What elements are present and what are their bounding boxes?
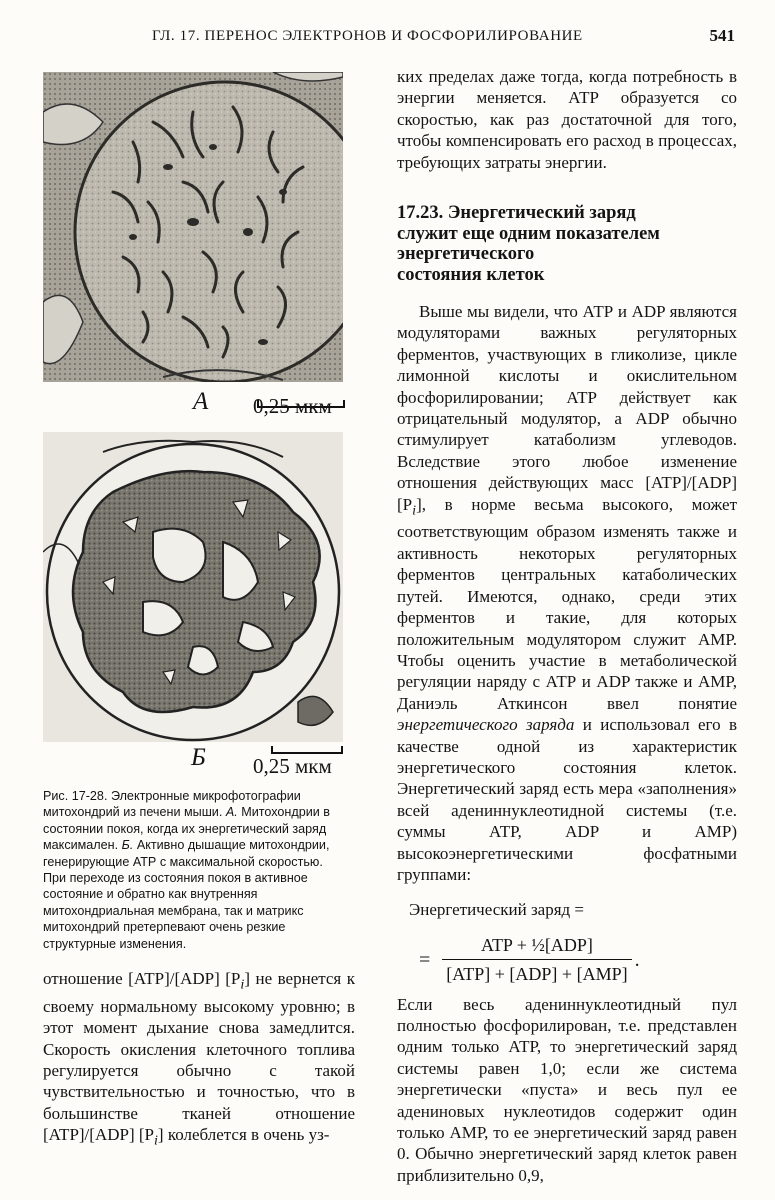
left-paragraph <box>43 968 355 1152</box>
formula-numerator: ATP + ½[ADP] <box>480 934 593 955</box>
intro-paragraph: ких пределах даже тогда, когда потребность в энергии меняется. АТР образуется со скоростью, как раз достаточной для того, чтобы компенсировать его расход в процессах, требующих затраты энергии. <box>397 67 737 172</box>
plate-b-labels <box>43 742 343 782</box>
micrograph-a <box>43 72 343 422</box>
para1-part1: Выше мы видели, что АТР и ADP являются модуляторами важных регуляторных ферментов, участвующих в гликолизе, цикле лимонной кислоты и окислительном фосфорилировании; АТР действует как отрицательный модулятор, а ADP обычно стимулирует катаболизм углеводов. Вследствие этого любое изменение отношения действующих масс [ATP]/[ADP] [P <box>397 302 737 514</box>
energy-charge-formula <box>397 899 737 985</box>
section-heading <box>397 203 737 285</box>
caption-text: Электронные микрофотографии митохондрий из печени мыши. <box>43 789 301 820</box>
section-heading-line-3: энергетического <box>397 244 535 265</box>
formula-fraction <box>442 935 631 986</box>
micrograph-b-image <box>43 432 343 742</box>
paragraph-2: Если весь адениннуклеотидный пул полностью фосфорилирован, т.е. представлен одним только АТР, то энергетический заряд системы равен 1,0; если же система энергетически «пуста» и весь пул ее адениновых нуклеотидов содержит один только АМР, то ее энергетический заряд равен 0. Обычно энергетический заряд клеток равен приблизительно 0,9, <box>397 994 737 1185</box>
left-sub-2: i <box>153 1132 158 1149</box>
para1-italic-term: энергетического заряда <box>397 715 575 735</box>
left-text-3: ] колеблется в очень уз- <box>157 1125 330 1145</box>
para1-sub: i <box>412 502 417 519</box>
paragraph-1 <box>397 301 737 885</box>
left-body-text <box>43 968 355 1152</box>
section-heading-line-2: служит еще одним показателем <box>397 223 660 244</box>
para1-part2: ], в норме весьма высокого, может соответствующим образом изменять также и активность некоторых регуляторных ферментов центральных катаболических путей. Имеются, однако, среди этих ферментов и такие, для которых положительным модулятором служит АМР. Чтобы оценить участие в метаболической регуляции наряду с АТР и ADP также и АМР, Даниэль Аткинсон ввел понятие <box>397 494 737 713</box>
plate-a-letter: А <box>193 388 209 415</box>
running-header <box>0 24 775 46</box>
left-text-2: ] не вернется к своему нормальному высокому уровню; в этот момент дыхание снова замедлится. Скорость окисления клеточного топлива регулируется обычно с такой чувствительностью и точностью, что в большинстве тканей отношение [ATP]/[ADP] [P <box>43 969 355 1145</box>
section-heading-line-1: 17.23. Энергетический заряд <box>397 203 636 224</box>
caption-b-text: Активно дышащие митохондрии, генерирующие АТР с максимальной скоростью. При переходе из состояния покоя в активное состояние и обратно как внутренняя митохондриальная мембрана, так и матрикс митохондрий претерпевают очень резкие структурные изменения. <box>43 838 330 951</box>
plate-b-letter: Б <box>191 744 206 771</box>
formula-period: . <box>634 948 640 971</box>
section-heading-line-4: состояния клеток <box>397 264 545 285</box>
right-body-text <box>397 66 737 1186</box>
caption-b-label: Б. <box>121 838 134 853</box>
right-column <box>397 66 737 1186</box>
caption-a-label: А. <box>225 805 238 820</box>
micrograph-b <box>43 432 343 782</box>
caption-number: Рис. 17-28. <box>43 789 108 803</box>
figure-caption <box>43 788 348 952</box>
plate-b-scale-text: 0,25 мкм <box>253 754 332 778</box>
formula-equals: = <box>419 948 431 971</box>
formula-fraction-row <box>419 935 737 986</box>
plate-a-labels <box>43 382 343 422</box>
para1-part3: и использовал его в качестве одной из характеристик энергетического состояния клеток. Энергетический заряд есть мера «заполнения» всей адениннуклеотидной системы (т.е. суммы АТР, ADP и АМР) высокоэнергетическими фосфатными группами: <box>397 715 738 884</box>
formula-denominator: [ATP] + [ADP] + [AMP] <box>442 959 631 985</box>
page-number: 541 <box>709 26 735 45</box>
left-column <box>43 72 353 1152</box>
caption-a-text: Митохондрии в состоянии покоя, когда их энергетический заряд максимален. <box>43 805 330 853</box>
chapter-title: ГЛ. 17. ПЕРЕНОС ЭЛЕКТРОНОВ И ФОСФОРИЛИРОВАНИЕ <box>152 28 583 44</box>
plate-a-scale-text: 0,25 мкм <box>253 394 332 418</box>
micrograph-a-image <box>43 72 343 382</box>
left-text-1: отношение [ATP]/[ADP] [P <box>43 969 241 989</box>
left-sub-1: i <box>240 976 245 993</box>
formula-label: Энергетический заряд = <box>409 900 585 920</box>
